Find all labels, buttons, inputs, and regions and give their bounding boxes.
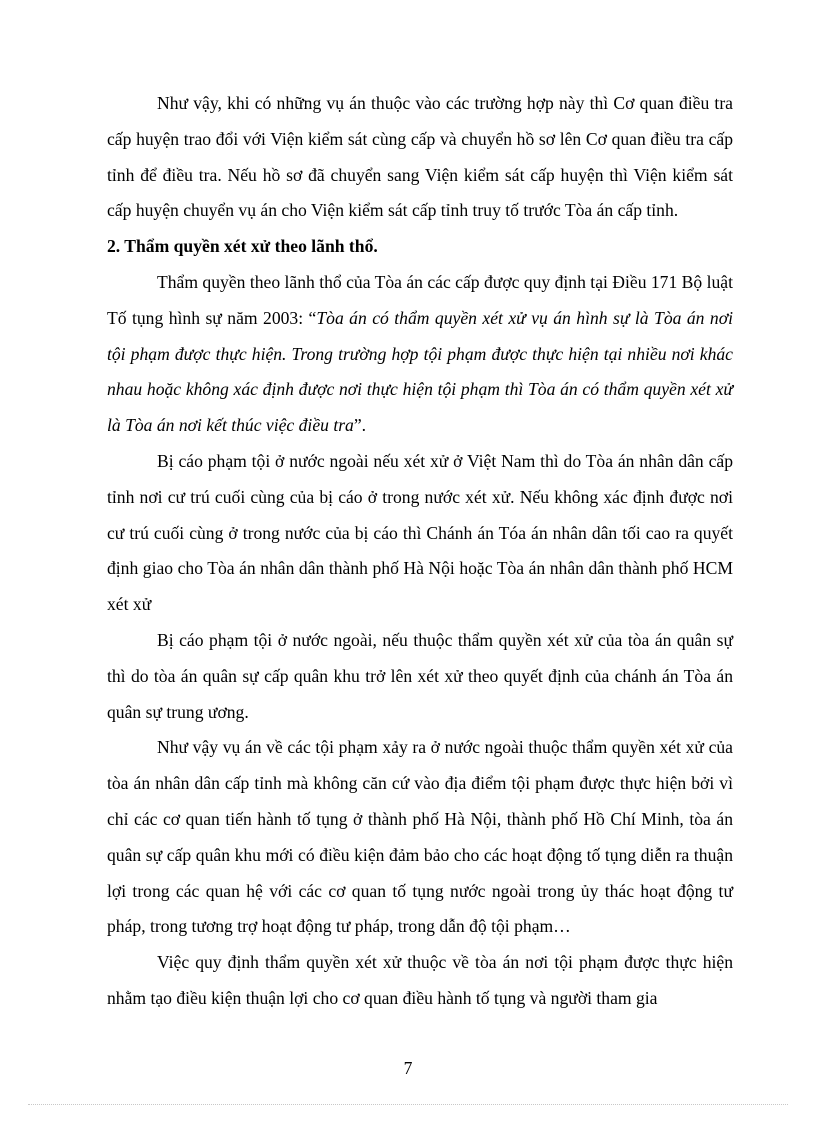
paragraph: Như vậy vụ án về các tội phạm xảy ra ở nước ngoài thuộc thẩm quyền xét xử của tòa án nhân dân cấp tỉnh mà không căn cứ vào địa điểm tội phạm được thực hiện bởi vì chỉ các cơ quan tiến hành tố tụng ở thành phố Hà Nội, thành phố Hồ Chí Minh, tòa án quân sự cấp quân khu mới có điều kiện đảm bảo cho các hoạt động tố tụng diễn ra thuận lợi trong các quan hệ với các cơ quan tố tụng nước ngoài trong ủy thác hoạt động tư pháp, trong tương trợ hoạt động tư pháp, trong dẫn độ tội phạm… — [107, 737, 733, 937]
legal-quote: Tòa án có thẩm quyền xét xử vụ án hình sự là Tòa án nơi tội phạm được thực hiện. Trong trường hợp tội phạm được thực hiện tại nhiều nơi khác nhau hoặc không xác định được nơi thực hiện tội phạm thì Tòa án có thẩm quyền xét xử là Tòa án nơi kết thúc việc điều tra — [107, 307, 733, 436]
paragraph-with-quote — [107, 265, 733, 444]
page-bottom-divider — [28, 1104, 788, 1105]
document-body — [107, 86, 733, 1017]
page-number: 7 — [403, 1058, 413, 1078]
section-heading: 2. Thẩm quyền xét xử theo lãnh thổ. — [107, 236, 378, 257]
paragraph-intro-text: Thẩm quyền theo lãnh thổ của Tòa án các cấp được quy định tại Điều 171 Bộ luật Tố tụng hình sự năm 2003: “ — [107, 271, 733, 328]
quote-closing-mark: ”. — [353, 415, 367, 436]
paragraph: Bị cáo phạm tội ở nước ngoài nếu xét xử ở Việt Nam thì do Tòa án nhân dân cấp tỉnh nơi cư trú cuối cùng của bị cáo ở trong nước xét xử. Nếu không xác định được nơi cư trú cuối cùng ở trong nước của bị cáo thì Chánh án Tóa án nhân dân tối cao ra quyết định giao cho Tòa án nhân dân thành phố Hà Nội hoặc Tòa án nhân dân thành phố HCM xét xử — [107, 450, 733, 615]
paragraph: Bị cáo phạm tội ở nước ngoài, nếu thuộc thẩm quyền xét xử của tòa án quân sự thì do tòa án quân sự cấp quân khu trở lên xét xử theo quyết định của chánh án Tòa án quân sự trung ương. — [107, 629, 733, 722]
paragraph: Việc quy định thẩm quyền xét xử thuộc về tòa án nơi tội phạm được thực hiện nhằm tạo điều kiện thuận lợi cho cơ quan điều hành tố tụng và người tham gia — [107, 952, 733, 1008]
paragraph: Như vậy, khi có những vụ án thuộc vào các trường hợp này thì Cơ quan điều tra cấp huyện trao đổi với Viện kiểm sát cùng cấp và chuyển hồ sơ lên Cơ quan điều tra cấp tỉnh để điều tra. Nếu hồ sơ đã chuyển sang Viện kiểm sát cấp huyện thì Viện kiểm sát cấp huyện chuyển vụ án cho Viện kiểm sát cấp tỉnh truy tố trước Tòa án cấp tỉnh. — [107, 93, 733, 221]
